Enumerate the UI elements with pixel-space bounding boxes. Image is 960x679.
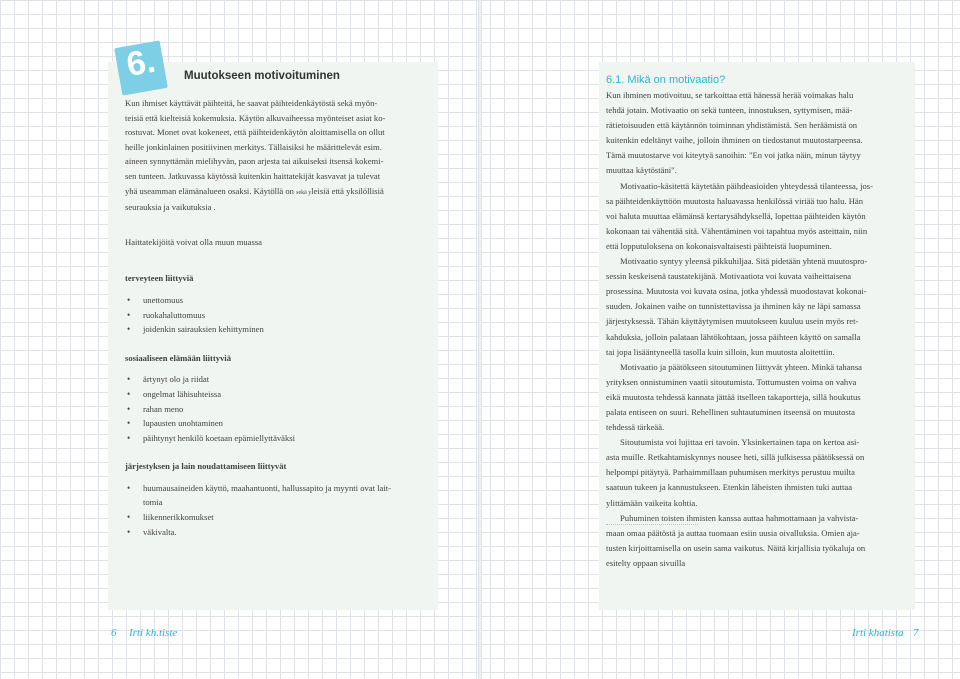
text-line [125, 184, 430, 201]
text-line: teisiä että kielteisiä kokemuksia. Käytön alkuvaiheessa myönteiset asiat ko- [125, 112, 386, 123]
chapter-number: 6. [123, 41, 159, 85]
list-item: • lupausten unohtaminen [125, 416, 430, 431]
paragraph: Motivaatio ja päätökseen sitoutuminen liittyvät yhteen. Minkä tahansa yrityksen onnistuminen vaatii sitoutumista. Tottumusten voima on vahva eikä muutosta tehdessä kannata jättää itselleen takaportteja, sillä houkutus palata entiseen on suuri. Rehellinen suhtautuminen itseensä on muutosta tehdessä tärkeää. [606, 361, 863, 433]
bullet-list [125, 372, 430, 445]
page-number-left: 6 [111, 627, 117, 639]
list-item: • liikennerikkomukset [125, 510, 430, 525]
list-item: • päihtynyt henkilö koetaan epämiellyttäväksi [125, 431, 430, 446]
category-heading: sosiaaliseen elämään liittyviä [125, 352, 231, 363]
paragraph: Motivaatio syntyy yleensä pikkuhiljaa. Sitä pidetään yhtenä muutospro- sessin keskeisenä taustatekijänä. Motivaatiota voi kuvata vaiheittaisena prosessina. Muutosta voi kuvata osina, jotka yhdessä muodostavat kokonai- suuden. Jokainen vaihe on tunnistettavissa ja ihminen käy ne läpi samassa järjestyksessä. Tähän käyttäytymisen muutokseen kuuluu usein myös ret- kahduksia, jolloin palataan lähtökohtaan, jossa päihteen käyttö on samalla tai jopa lisääntyneellä tasolla kuin silloin, kun muutosta aloitettiin. [606, 256, 868, 357]
paragraph: Kun ihminen motivoituu, se tarkoittaa että hänessä herää voimakas halu tehdä jotain. Motivaatio on sekä tunteen, innostuksen, syttymisen, mää- rätietoisuuden että käytännön toiminnan yhdistämistä. Sen heräämistä on kuitenkin edeltänyt vaihe, jolloin ihminen on tiedostanut muutostarpeensa. Tämä muutostarve voi kiteytyä sanoihin: "En voi jatka näin, minun täytyy muuttaa käytöstäni". [606, 90, 863, 176]
list-item: • joidenkin sairauksien kehittyminen [125, 322, 430, 337]
left-page-content [125, 96, 430, 539]
small-text-run: sekä y [296, 189, 312, 196]
dotted-divider [606, 524, 698, 525]
section-title: 6.1. Mikä on motivaatio? [606, 74, 726, 86]
text-run: leisiä että yksilöllisiä [311, 185, 384, 196]
list-lead: Haittatekijöitä voivat olla muun muassa [125, 236, 262, 247]
page-number-right: 7 [913, 627, 919, 639]
list-item: • huumausaineiden käyttö, maahantuonti, hallussapito ja myynti ovat lait- tomia [125, 481, 430, 510]
bullet-list [125, 481, 430, 539]
list-item: • ärtynyt olo ja riidat [125, 372, 430, 387]
text-line: aineen synnyttämän mielihyvän, paon arjesta tai aikuiseksi itsensä kokemi- [125, 156, 384, 167]
chapter-title: Muutokseen motivoituminen [184, 70, 340, 82]
intro-paragraph [125, 96, 430, 215]
list-item: • väkivalta. [125, 525, 430, 540]
right-page-content [606, 74, 912, 571]
list-item: • ongelmat lähisuhteissa [125, 387, 430, 402]
paragraph: Sitoutumista voi lujittaa eri tavoin. Yksinkertainen tapa on kertoa asi- asta muille. Retkahtamiskynnys nousee heti, sillä julkisessa päätöksessä on helpompi pitäytyä. Parhaimmillaan puhumisen merkitys perustuu muilta saatuun tukeen ja kannustukseen. Etenkin läheisten ihmisten tuki auttaa ylittämään vaikeita kohtia. [606, 437, 865, 508]
list-item: • rahan meno [125, 402, 430, 417]
footer-brand-left: Irti kh.tiste [129, 627, 178, 639]
list-item: • unettomuus [125, 293, 430, 308]
text-line: rostuvat. Monet ovat kokeneet, että päihteidenkäytön aloittamisella on ollut [125, 127, 385, 138]
bullet-list [125, 293, 430, 337]
category-heading: järjestyksen ja lain noudattamiseen liittyvät [125, 461, 287, 472]
text-line: Kun ihmiset käyttävät päihteitä, he saavat päihteidenkäytöstä sekä myön- [125, 98, 378, 108]
text-line: seurauksia ja vaikutuksia . [125, 202, 216, 213]
footer-brand-right: Irti khatista [852, 627, 904, 639]
paragraph: Motivaatio-käsitettä käytetään päihdeasioiden yhteydessä tilanteessa, jos- sa päihteidenkäyttöön muutosta haluavassa henkilössä viriää tuo halu. Hän voi haluta muuttaa elämänsä kertarysähdyksellä, lopettaa päihteiden käytön kokonaan tai vähentää sitä. Vähentäminen voi tapahtua myös asteittain, niin että lopputuloksena on kokonaisvaltaisesti päihteistä luopuminen. [606, 180, 873, 251]
paragraph: Puhuminen toisten ihmisten kanssa auttaa hahmottamaan ja vahvista- maan omaa päätöstä ja auttaa tuomaan esiin uusia oivalluksia. Omien aja- tusten kirjoittamisella on usein sama vaikutus. Näitä kirjallisia työkaluja on esitelty oppaan sivuilla [606, 512, 866, 568]
page-gutter [478, 0, 482, 679]
text-line: sen tunteen. Jatkuvassa käytössä kuitenkin haittatekijät kasvavat ja tulevat [125, 170, 381, 181]
text-run: yhä useamman elämänalueen osaksi. Käytöllä on [125, 185, 294, 196]
text-line: heille jonkinlainen positiivinen merkitys. Tällaisiksi he määrittelevät esim. [125, 141, 382, 152]
category-heading: terveyteen liittyviä [125, 273, 194, 284]
list-item: • ruokahaluttomuus [125, 308, 430, 323]
